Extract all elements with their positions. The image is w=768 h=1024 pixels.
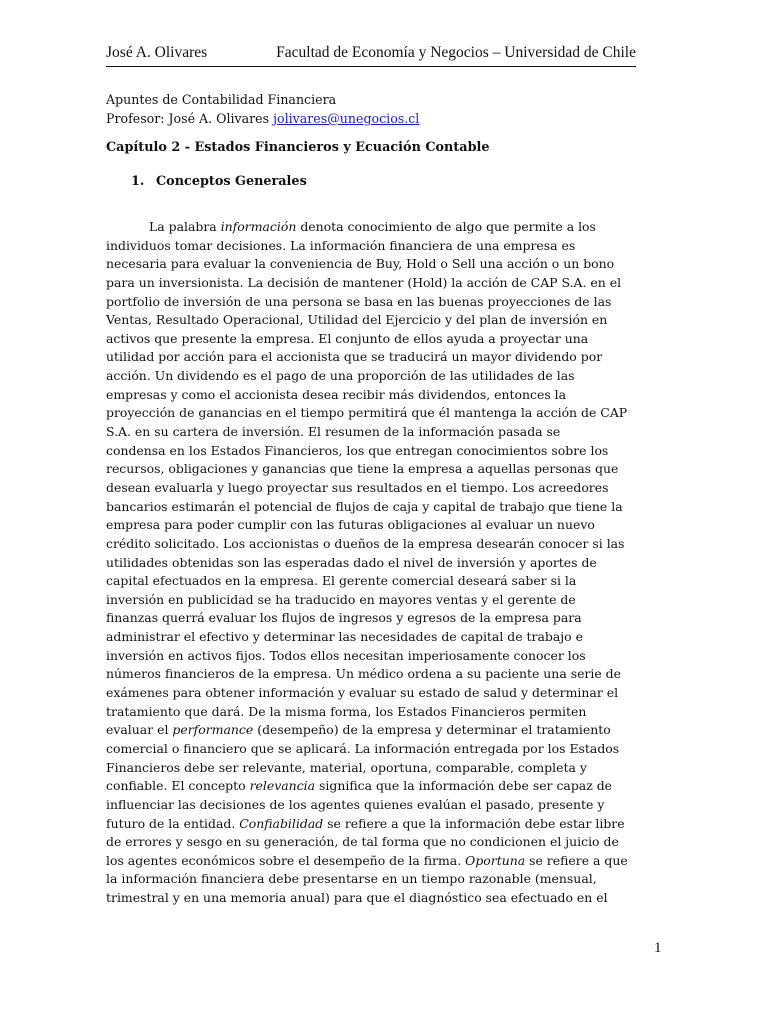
paragraph-line [106,367,646,386]
italic-term: Oportuna [465,852,526,868]
paragraph-line [106,833,646,852]
email-link[interactable]: jolivares@unegocios.cl [273,111,420,126]
paragraph-line [106,255,646,274]
paragraph-line [106,498,646,517]
text-run: denota conocimiento de algo que permite a los [296,219,596,234]
professor-label: Profesor: José A. Olivares [106,111,270,126]
header-institution: Facultad de Economía y Negocios – Universidad de Chile [276,44,636,61]
text-run: crédito solicitado. Los accionistas o dueños de la empresa desearán conocer si las [106,535,625,551]
paragraph-line [106,815,646,834]
text-run: la información financiera debe presentarse en un tiempo razonable (mensual, [106,871,597,887]
paragraph-line [106,852,646,871]
professor-line [106,109,646,128]
paragraph-line [106,889,646,908]
paragraph-line [106,703,646,722]
paragraph-line [106,665,646,684]
paragraph-line [106,721,646,740]
paragraph-line [106,479,646,498]
paragraph-line [106,423,646,442]
paragraph-line [106,404,646,423]
text-run: exámenes para obtener información y evaluar su estado de salud y determinar el [106,685,619,701]
text-run: S.A. en su cartera de inversión. El resumen de la información pasada se [106,424,561,440]
section-number: 1. [131,174,145,189]
text-run: significa que la información debe ser capaz de [315,778,613,794]
text-run: acción. Un dividendo es el pago de una proporción de las utilidades de las [106,368,575,384]
text-run: recursos, obligaciones y ganancias que tiene la empresa a aquellas personas que [106,461,619,477]
italic-term: relevancia [249,778,316,794]
body-paragraph [106,218,646,908]
paragraph-line [106,870,646,889]
text-run: desean evaluarla y luego proyectar sus resultados en el tiempo. Los acreedores [106,479,609,495]
paragraph-line [106,535,646,554]
text-run: futuro de la entidad. [106,815,240,831]
paragraph-line [106,311,646,330]
paragraph-line [106,777,646,796]
paragraph-line [106,647,646,666]
paragraph-line [106,516,646,535]
text-run: trimestral y en una memoria anual) para que el diagnóstico sea efectuado en el [106,890,608,906]
text-run: de errores y sesgo en su generación, de tal forma que no condicionen el juicio de [106,834,619,850]
text-run: La palabra [149,219,221,234]
section-title: Conceptos Generales [156,174,307,189]
chapter-title: Capítulo 2 - Estados Financieros y Ecuación Contable [106,140,490,155]
paragraph-line [106,572,646,591]
text-run: utilidades obtenidas son las esperadas dado el nivel de inversión y aportes de [106,554,597,570]
section-heading [131,174,307,189]
paragraph-line [106,591,646,610]
page-number: 1 [654,940,662,956]
paragraph-line [106,386,646,405]
page-header [106,40,636,67]
italic-term: performance [172,722,254,738]
text-run: proyección de ganancias en el tiempo permitirá que él mantenga la acción de CAP [106,405,628,421]
text-run: confiable. El concepto [106,778,250,794]
text-run: para un inversionista. La decisión de mantener (Hold) la acción de CAP S.A. en el [106,274,622,290]
paragraph-line [106,628,646,647]
text-run: Financieros debe ser relevante, material, oportuna, comparable, completa y [106,759,587,775]
paragraph-line [106,759,646,778]
text-run: se refiere a que [525,852,628,868]
text-run: inversión en activos fijos. Todos ellos necesitan imperiosamente conocer los [106,647,586,663]
paragraph-line [106,460,646,479]
italic-term: información [220,219,297,234]
text-run: administrar el efectivo y determinar las necesidades de capital de trabajo e [106,629,583,645]
text-run: inversión en publicidad se ha traducido en mayores ventas y el gerente de [106,591,576,607]
header-author: José A. Olivares [106,44,208,61]
text-run: capital efectuados en la empresa. El gerente comercial deseará saber si la [106,573,577,589]
course-title: Apuntes de Contabilidad Financiera [106,92,337,107]
course-info [106,90,646,128]
text-run: bancarios estimarán el potencial de flujos de caja y capital de trabajo que tiene la [106,498,623,514]
text-run: influenciar las decisiones de los agentes quienes evalúan el pasado, presente y [106,796,605,812]
text-run: empresa para poder cumplir con las futuras obligaciones al evaluar un nuevo [106,517,595,533]
paragraph-line [106,274,646,293]
paragraph-line [106,293,646,312]
text-run: Ventas, Resultado Operacional, Utilidad del Ejercicio y del plan de inversión en [106,312,608,328]
text-run: tratamiento que dará. De la misma forma, los Estados Financieros permiten [106,703,587,719]
paragraph-line [106,218,646,237]
paragraph-line [106,609,646,628]
text-run: activos que presente la empresa. El conjunto de ellos ayuda a proyectar una [106,330,589,346]
text-run: evaluar el [106,722,173,738]
text-run: números financieros de la empresa. Un médico ordena a su paciente una serie de [106,666,621,682]
text-run: condensa en los Estados Financieros, los que entregan conocimientos sobre los [106,442,609,458]
paragraph-line [106,740,646,759]
paragraph-line [106,348,646,367]
text-run: (desempeño) de la empresa y determinar el tratamiento [253,722,611,738]
paragraph-line [106,442,646,461]
text-run: portfolio de inversión de una persona se basa en las buenas proyecciones de las [106,293,612,309]
text-run: utilidad por acción para el accionista que se traducirá un mayor dividendo por [106,349,603,365]
text-run: individuos tomar decisiones. La información financiera de una empresa es [106,237,576,253]
paragraph-line [106,554,646,573]
italic-term: Confiabilidad [239,815,324,831]
text-run: los agentes económicos sobre el desempeño de la firma. [106,852,466,868]
text-run: se refiere a que la información debe estar libre [323,815,625,831]
text-run: empresas y como el accionista desea recibir más dividendos, entonces la [106,386,567,402]
text-run: necesaria para evaluar la conveniencia de Buy, Hold o Sell una acción o un bono [106,256,615,272]
text-run: finanzas querrá evaluar los flujos de ingresos y egresos de la empresa para [106,610,582,626]
paragraph-line [106,684,646,703]
paragraph-line [106,330,646,349]
text-run: comercial o financiero que se aplicará. La información entregada por los Estados [106,740,620,756]
paragraph-line [106,796,646,815]
paragraph-line [106,237,646,256]
